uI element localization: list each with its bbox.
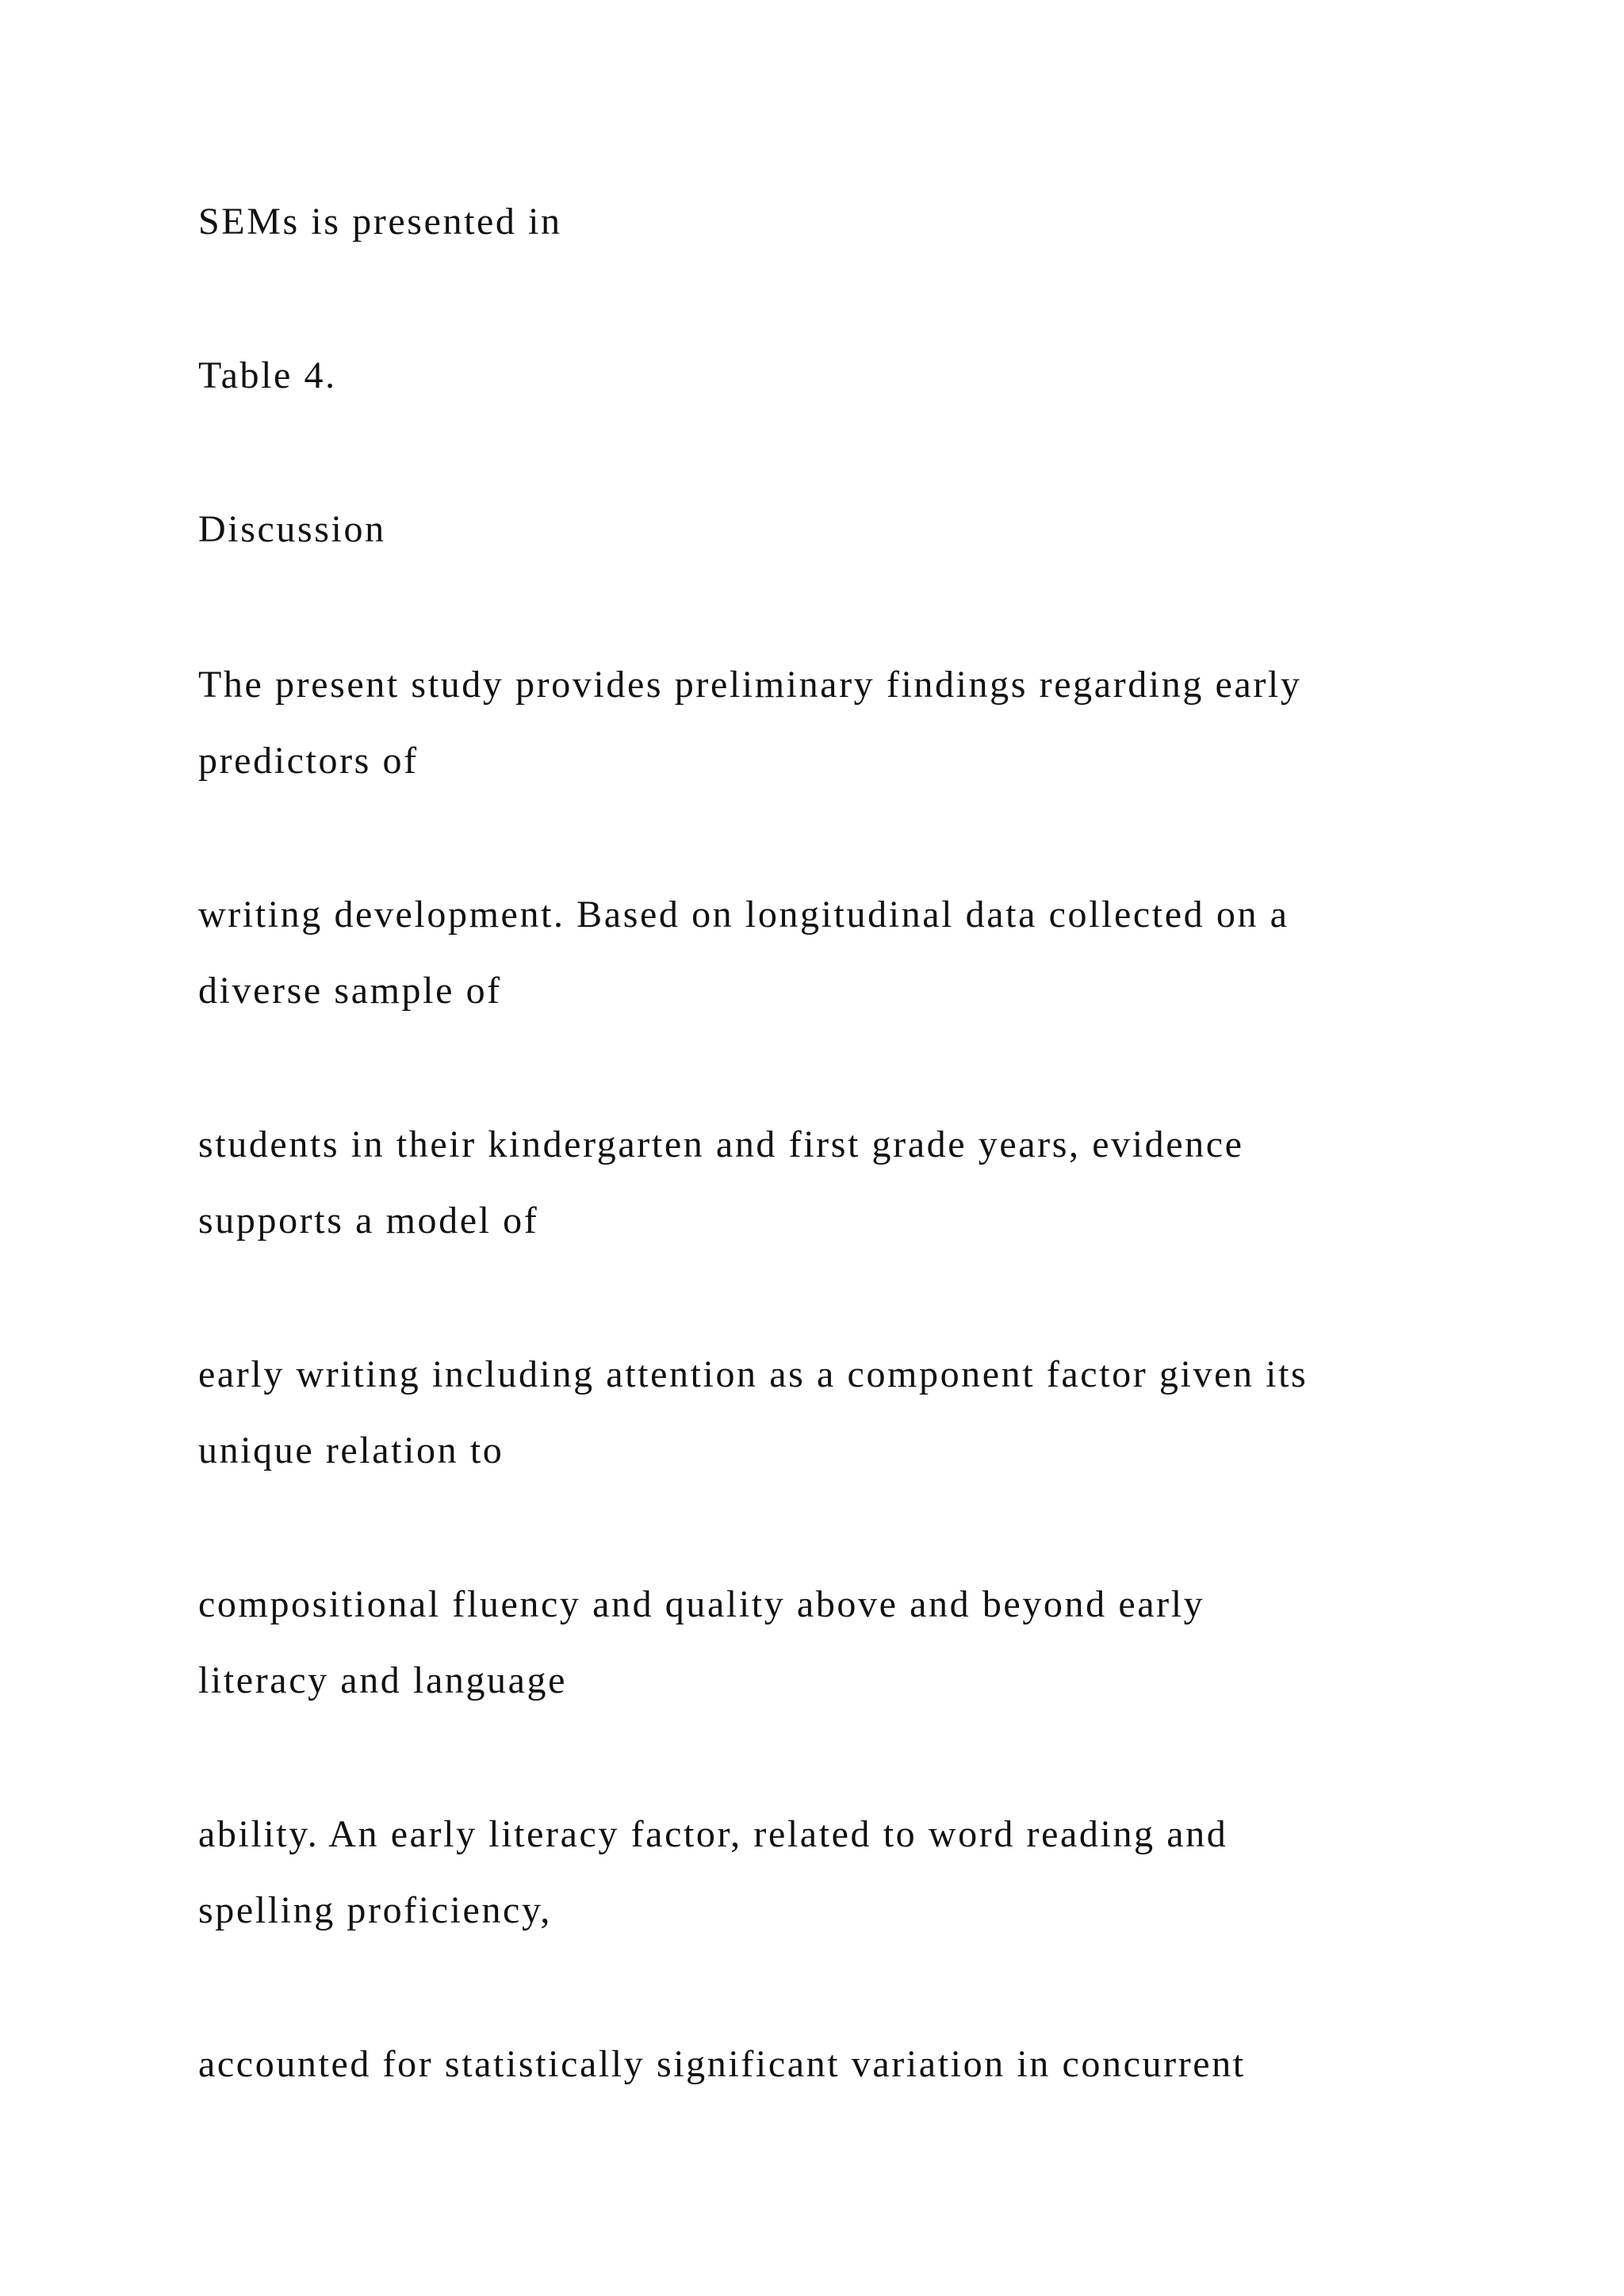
section-heading-discussion: Discussion xyxy=(198,508,386,550)
text-line: spelling proficiency, xyxy=(198,1889,553,1931)
text-line: Table 4. xyxy=(198,354,337,396)
text-line: ability. An early literacy factor, related to word reading and xyxy=(198,1813,1228,1855)
text-line: accounted for statistically significant variation in concurrent xyxy=(198,2043,1246,2085)
text-line: literacy and language xyxy=(198,1659,568,1701)
text-line: writing development. Based on longitudinal data collected on a xyxy=(198,894,1289,936)
text-line: diverse sample of xyxy=(198,970,502,1012)
text-line: SEMs is presented in xyxy=(198,201,562,243)
text-line: predictors of xyxy=(198,740,419,782)
text-line: early writing including attention as a component factor given its xyxy=(198,1353,1308,1395)
text-line: The present study provides preliminary findings regarding early xyxy=(198,664,1302,706)
text-line: supports a model of xyxy=(198,1200,539,1242)
text-line: compositional fluency and quality above and beyond early xyxy=(198,1583,1205,1625)
text-line: students in their kindergarten and first grade years, evidence xyxy=(198,1123,1244,1165)
text-line: unique relation to xyxy=(198,1429,504,1471)
